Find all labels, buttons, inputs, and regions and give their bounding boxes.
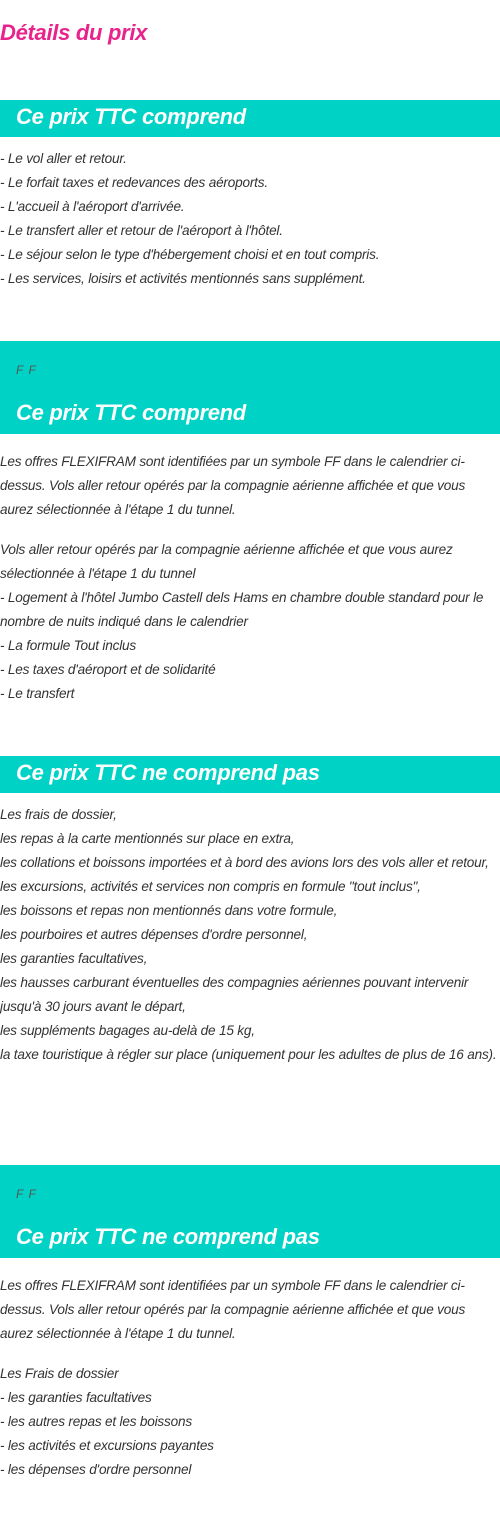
list-item: - Les taxes d'aéroport et de solidarité bbox=[0, 662, 216, 677]
section-title: Ce prix TTC ne comprend pas bbox=[16, 1224, 320, 1249]
section-header-ff-comprend bbox=[0, 341, 500, 434]
list-item: - Le transfert aller et retour de l'aéroport à l'hôtel. bbox=[0, 223, 283, 238]
list-item: - Le vol aller et retour. bbox=[0, 151, 127, 166]
ff-badge: F F bbox=[16, 1187, 37, 1201]
list-item: - les dépenses d'ordre personnel bbox=[0, 1462, 192, 1477]
section-header-ne-comprend-pas bbox=[0, 756, 500, 793]
section-title: Ce prix TTC ne comprend pas bbox=[16, 760, 320, 785]
list-item: - les autres repas et les boissons bbox=[0, 1414, 192, 1429]
list-item: Les Frais de dossier bbox=[0, 1366, 119, 1381]
included-list bbox=[0, 147, 500, 291]
ff-badge: F F bbox=[16, 363, 37, 377]
list-item: - Logement à l'hôtel Jumbo Castell dels Hams en chambre double standard pour le nombre de nuits indiqué dans le calendrier bbox=[0, 590, 484, 629]
list-item: les excursions, activités et services non compris en formule "tout inclus", bbox=[0, 879, 421, 894]
list-item: les collations et boissons importées et à bord des avions lors des vols aller et retour, bbox=[0, 855, 489, 870]
ff-excluded-list bbox=[0, 1362, 500, 1482]
page-title: Détails du prix bbox=[0, 20, 148, 45]
list-item: les pourboires et autres dépenses d'ordre personnel, bbox=[0, 927, 308, 942]
list-item: Les frais de dossier, bbox=[0, 807, 117, 822]
list-item: - les activités et excursions payantes bbox=[0, 1438, 214, 1453]
ff-intro-text: Les offres FLEXIFRAM sont identifiées par un symbole FF dans le calendrier ci-dessus. Vols aller retour opérés par la compagnie aérienne affichée et que vous aurez sélectionnée à l'étape 1 du tunnel. bbox=[0, 454, 466, 517]
section-title: Ce prix TTC comprend bbox=[16, 104, 246, 129]
list-item: - La formule Tout inclus bbox=[0, 638, 136, 653]
section-header-ff-ne-comprend-pas bbox=[0, 1165, 500, 1258]
ff-excluded-intro bbox=[0, 1274, 500, 1346]
list-item: - Le transfert bbox=[0, 686, 75, 701]
section-title: Ce prix TTC comprend bbox=[16, 400, 246, 425]
list-item: la taxe touristique à régler sur place (uniquement pour les adultes de plus de 16 ans). bbox=[0, 1047, 497, 1062]
list-item: les repas à la carte mentionnés sur place en extra, bbox=[0, 831, 295, 846]
list-item: les boissons et repas non mentionnés dans votre formule, bbox=[0, 903, 338, 918]
list-item: - Le séjour selon le type d'hébergement choisi et en tout compris. bbox=[0, 247, 380, 262]
list-item: - Le forfait taxes et redevances des aéroports. bbox=[0, 175, 268, 190]
section-header-comprend bbox=[0, 100, 500, 137]
list-item: les garanties facultatives, bbox=[0, 951, 148, 966]
excluded-list bbox=[0, 803, 500, 1067]
ff-intro-text: Les offres FLEXIFRAM sont identifiées par un symbole FF dans le calendrier ci-dessus. Vols aller retour opérés par la compagnie aérienne affichée et que vous aurez sélectionnée à l'étape 1 du tunnel. bbox=[0, 1278, 466, 1341]
list-item: - L'accueil à l'aéroport d'arrivée. bbox=[0, 199, 185, 214]
ff-included-list bbox=[0, 538, 500, 706]
list-item: les hausses carburant éventuelles des compagnies aériennes pouvant intervenir jusqu'à 30 jours avant le départ, bbox=[0, 975, 469, 1014]
list-item: - les garanties facultatives bbox=[0, 1390, 152, 1405]
list-item: - Les services, loisirs et activités mentionnés sans supplément. bbox=[0, 271, 366, 286]
list-item: les suppléments bagages au-delà de 15 kg, bbox=[0, 1023, 255, 1038]
ff-included-intro bbox=[0, 450, 500, 522]
ff-body-text: Vols aller retour opérés par la compagnie aérienne affichée et que vous aurez sélectionnée à l'étape 1 du tunnel bbox=[0, 542, 453, 581]
